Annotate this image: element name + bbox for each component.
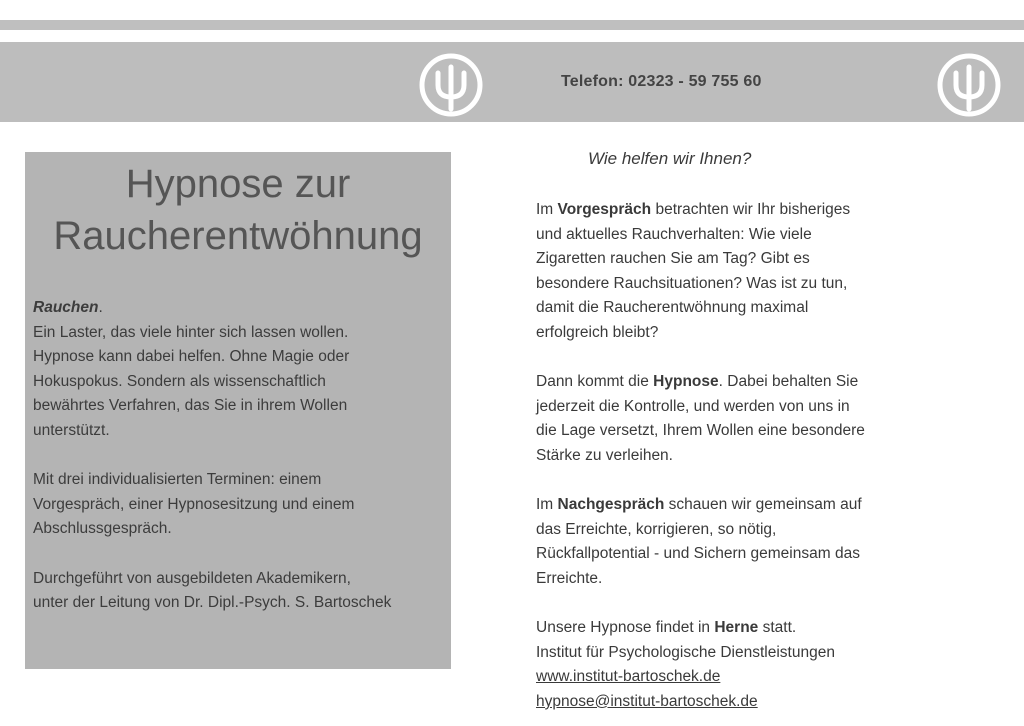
para1-line: Hypnose kann dabei helfen. Ohne Magie oder [33,348,350,366]
intro-line [33,296,453,321]
info-line: erfolgreich bleibt? [536,323,659,341]
keyword-vorgespraech: Vorgespräch [557,201,652,218]
website-link[interactable]: www.institut-bartoschek.de [536,668,721,686]
intro-dot: . [98,299,103,316]
para2-line: Abschlussgespräch. [33,520,172,538]
para2-line: Mit drei individualisierten Terminen: einem [33,471,322,489]
para1-line: Hokuspokus. Sondern als wissenschaftlich [33,372,326,390]
top-divider-stripe [0,20,1024,30]
para1-line: Ein Laster, das viele hinter sich lassen wollen. [33,323,349,341]
info-line: jederzeit die Kontrolle, und werden von uns in [536,397,850,415]
phone-number: Telefon: 02323 - 59 755 60 [561,73,762,90]
info-line: Dann kommt die Hypnose. Dabei behalten Sie [536,373,859,391]
info-line: Rückfallpotential - und Sichern gemeinsam das [536,545,860,563]
info-line: Im Vorgespräch betrachten wir Ihr bisheriges [536,201,851,218]
flyer-body [33,296,453,616]
info-line: Zigaretten rauchen Sie am Tag? Gibt es [536,250,810,268]
keyword-herne: Herne [714,619,759,637]
info-line: Stärke zu verleihen. [536,446,673,464]
intro-word: Rauchen [33,299,99,316]
keyword-hypnose: Hypnose [653,373,719,391]
info-line: Im Nachgespräch schauen wir gemeinsam auf [536,496,862,514]
para2-line: Vorgespräch, einer Hypnosesitzung und einem [33,495,355,513]
title-line-1: Hypnose zur [125,162,351,206]
para3-line: unter der Leitung von Dr. Dipl.-Psych. S. Bartoschek [33,594,392,612]
psi-logo-icon [937,53,1001,117]
info-line: die Lage versetzt, Ihrem Wollen eine besondere [536,422,865,440]
page-title [25,158,451,262]
info-line: damit die Raucherentwöhnung maximal [536,299,809,317]
info-line: besondere Rauchsituationen? Was ist zu tun, [536,274,848,292]
header-band [0,42,1024,122]
info-line: Erreichte. [536,569,603,587]
title-line-2: Raucherentwöhnung [53,214,423,258]
psi-logo-icon [419,53,483,117]
para3-line: Durchgeführt von ausgebildeten Akademikern, [33,569,351,587]
para1-line: unterstützt. [33,421,110,439]
section-heading: Wie helfen wir Ihnen? [588,149,752,168]
info-line: das Erreichte, korrigieren, so nötig, [536,520,777,538]
keyword-nachgespraech: Nachgespräch [557,496,665,514]
info-line: Unsere Hypnose findet in Herne statt. [536,619,797,637]
info-body [536,198,936,714]
email-link[interactable]: hypnose@institut-bartoschek.de [536,692,758,710]
para1-line: bewährtes Verfahren, das Sie in ihrem Wollen [33,397,348,415]
info-line: und aktuelles Rauchverhalten: Wie viele [536,225,812,243]
institute-name: Institut für Psychologische Dienstleistungen [536,643,835,661]
